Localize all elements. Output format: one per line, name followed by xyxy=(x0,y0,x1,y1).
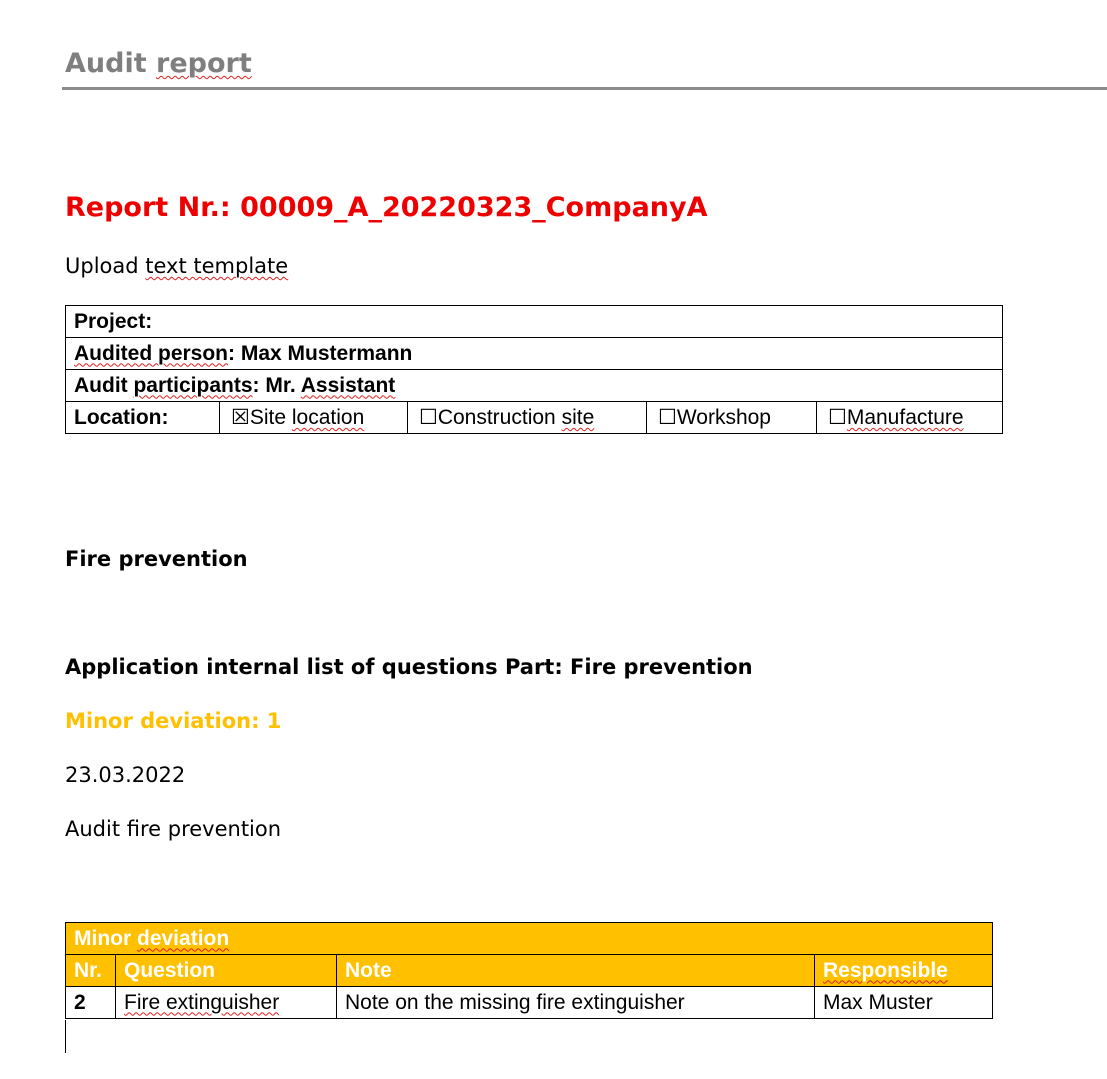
spellcheck-word: site xyxy=(561,406,595,429)
row-question[interactable] xyxy=(116,987,337,1019)
participants-row xyxy=(66,370,1003,402)
spellcheck-word: participants xyxy=(133,373,253,397)
header-question: Question xyxy=(116,955,337,987)
header-responsible xyxy=(815,955,993,987)
spellcheck-word: deviation xyxy=(137,926,230,950)
location-row xyxy=(66,402,1003,434)
header-nr: Nr. xyxy=(66,955,116,987)
spellcheck-word: Audited person xyxy=(74,341,229,365)
audit-description: Audit fire prevention xyxy=(65,817,282,841)
project-cell[interactable]: Project: xyxy=(66,306,1003,338)
audit-date: 23.03.2022 xyxy=(65,763,186,787)
deviation-title-row xyxy=(66,923,993,955)
location-option-manufacture[interactable] xyxy=(817,402,1003,434)
location-option-workshop[interactable]: ☐Workshop xyxy=(647,402,817,434)
audited-person-row xyxy=(66,338,1003,370)
spellcheck-word: Manufacture xyxy=(846,406,964,429)
spellcheck-word: Responsible xyxy=(823,958,948,982)
title-rule xyxy=(62,87,1107,90)
table-row xyxy=(66,987,993,1019)
deviation-title-cell: Minor deviation xyxy=(66,923,993,955)
spellcheck-word: text template xyxy=(145,254,289,278)
upload-text-template: Upload text template xyxy=(65,254,289,278)
fire-prevention-heading: Fire prevention xyxy=(65,547,248,571)
document-title: Audit report xyxy=(65,48,252,79)
report-number: Report Nr.: 00009_A_20220323_CompanyA xyxy=(65,192,708,223)
participants-cell[interactable]: Audit participants: Mr. Assistant xyxy=(66,370,1003,402)
row-note[interactable]: Note on the missing fire extinguisher xyxy=(337,987,815,1019)
spellcheck-word: location xyxy=(291,406,365,429)
audit-info-table xyxy=(65,305,1003,434)
project-row xyxy=(66,306,1003,338)
unchecked-box-icon[interactable]: ☐ xyxy=(419,406,438,429)
spellcheck-word: report xyxy=(156,48,252,79)
audited-person-cell[interactable]: Audited person: Max Mustermann xyxy=(66,338,1003,370)
checked-box-icon[interactable]: ☒ xyxy=(231,406,250,429)
location-option-site[interactable]: ☒Site location xyxy=(220,402,408,434)
row-responsible[interactable]: Max Muster xyxy=(815,987,993,1019)
spellcheck-word: Fire xyxy=(124,990,166,1014)
unchecked-box-icon[interactable]: ☐ xyxy=(658,406,677,429)
row-nr[interactable]: 2 xyxy=(66,987,116,1019)
spellcheck-word: Assistant xyxy=(300,373,396,397)
header-note: Note xyxy=(337,955,815,987)
minor-deviation-count: Minor deviation: 1 xyxy=(65,709,282,733)
location-label: Location: xyxy=(66,402,220,434)
deviation-header-row xyxy=(66,955,993,987)
location-option-construction[interactable]: ☐Construction site xyxy=(408,402,647,434)
unchecked-box-icon[interactable]: ☐ xyxy=(828,406,847,429)
text-cursor xyxy=(65,1020,66,1053)
minor-deviation-table xyxy=(65,922,993,1019)
spellcheck-word: extinguisher xyxy=(166,990,280,1014)
question-list-heading: Application internal list of questions Part: Fire prevention xyxy=(65,655,753,679)
